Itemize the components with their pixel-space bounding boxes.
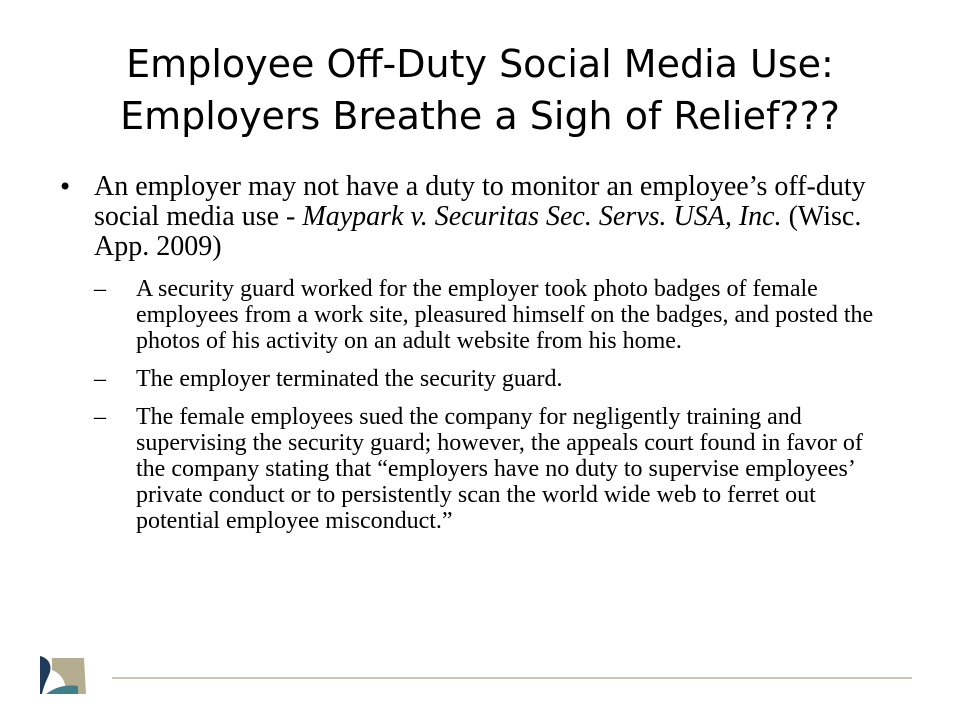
title-line-2: Employers Breathe a Sigh of Relief??? xyxy=(120,94,840,138)
case-citation: (Wisc. App. 2009) xyxy=(94,201,862,262)
sub-bullet-text: The employer terminated the security guard. xyxy=(136,366,563,392)
company-logo xyxy=(38,654,88,696)
sub-bullet-list xyxy=(94,276,918,534)
sub-bullet-1 xyxy=(94,276,918,354)
sub-bullet-text: The female employees sued the company for negligently training and supervising the security guard; however, the appeals court found in favor of the company stating that “employers have no duty to supervise employees’ private conduct or to persistently scan the world wide web to ferret out potential employee misconduct.” xyxy=(136,404,863,534)
logo-teal-shape xyxy=(46,685,78,694)
sub-bullet-2 xyxy=(94,366,918,392)
sub-bullet-marker: – xyxy=(94,276,106,302)
sub-bullet-3 xyxy=(94,404,918,534)
title-line-1: Employee Off-Duty Social Media Use: xyxy=(126,42,834,86)
sub-bullet-marker: – xyxy=(94,404,106,430)
slide-title xyxy=(40,38,920,142)
case-name: Maypark v. Securitas Sec. Servs. USA, Inc. xyxy=(302,201,782,232)
footer-divider xyxy=(112,677,912,679)
bullet-marker: • xyxy=(58,173,73,201)
main-bullet xyxy=(58,172,918,262)
sub-bullet-marker: – xyxy=(94,366,106,392)
sub-bullet-text: A security guard worked for the employer took photo badges of female employees from a work site, pleasured himself on the badges, and posted the photos of his activity on an adult website from his home. xyxy=(136,276,874,354)
main-bullet-text xyxy=(94,172,884,262)
logo-navy-shape xyxy=(40,656,51,694)
slide-body xyxy=(58,172,918,546)
bullet-text-start: An employer may not have a duty to monitor an employee’s off-duty social media use - xyxy=(94,171,866,232)
